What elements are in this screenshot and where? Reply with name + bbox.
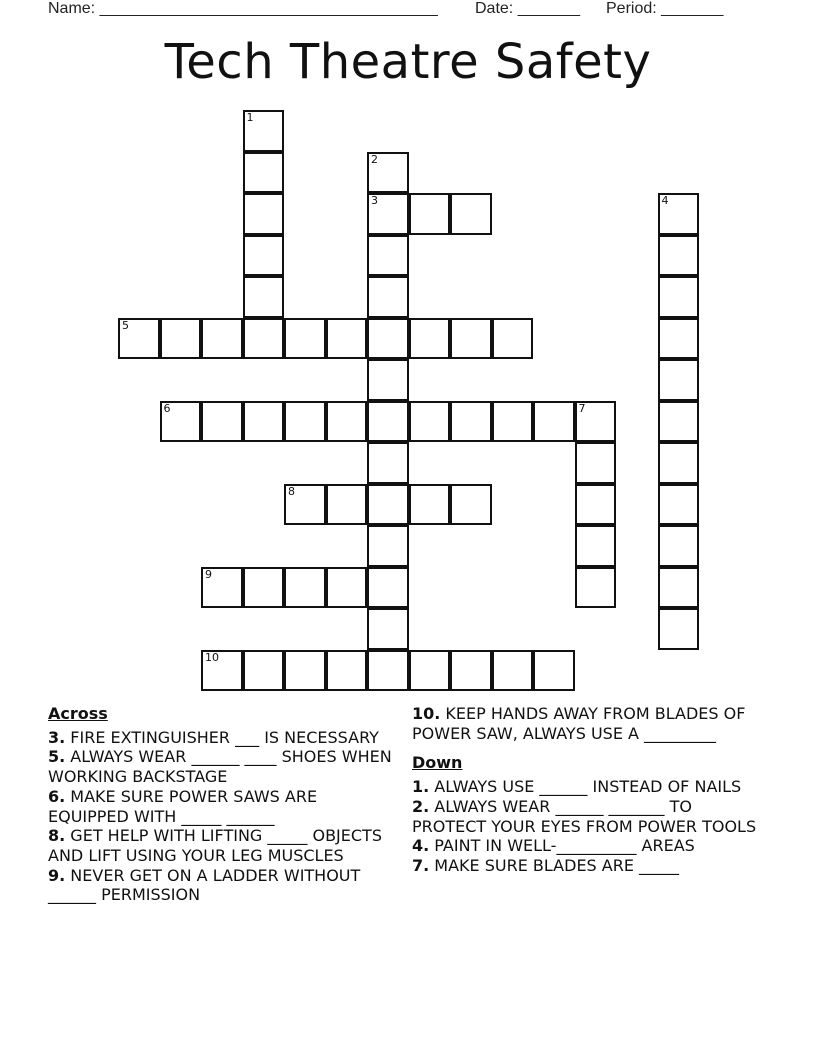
clue-number-label: 7.	[412, 855, 430, 875]
clue-number: 9	[205, 567, 212, 581]
grid-cell[interactable]	[409, 650, 451, 692]
date-field[interactable]: Date: _______	[475, 0, 580, 17]
across-clue	[48, 747, 398, 786]
grid-cell[interactable]	[243, 152, 285, 194]
grid-cell[interactable]	[492, 318, 534, 360]
grid-cell[interactable]	[575, 567, 617, 609]
grid-cell[interactable]	[367, 442, 409, 484]
across-clue	[412, 704, 757, 743]
grid-cell[interactable]	[658, 484, 700, 526]
grid-cell[interactable]	[658, 276, 700, 318]
down-clue	[412, 777, 757, 797]
across-clue	[48, 866, 398, 905]
down-clue	[412, 797, 757, 836]
grid-cell[interactable]	[367, 608, 409, 650]
grid-cell[interactable]	[284, 401, 326, 443]
grid-cell[interactable]	[367, 152, 409, 194]
clue-text: ALWAYS USE ______ INSTEAD OF NAILS	[429, 777, 742, 797]
grid-cell[interactable]	[201, 650, 243, 692]
clue-number: 5	[122, 318, 129, 332]
grid-cell[interactable]	[533, 401, 575, 443]
grid-cell[interactable]	[575, 401, 617, 443]
grid-cell[interactable]	[409, 401, 451, 443]
grid-cell[interactable]	[326, 650, 368, 692]
grid-cell[interactable]	[160, 318, 202, 360]
clue-number-label: 5.	[48, 747, 66, 767]
clue-number-label: 9.	[48, 865, 66, 885]
clue-number: 7	[578, 401, 586, 415]
clue-text: MAKE SURE BLADES ARE _____	[429, 855, 680, 875]
grid-cell[interactable]	[658, 235, 700, 277]
grid-cell[interactable]	[118, 318, 160, 360]
down-heading: Down	[412, 753, 463, 773]
grid-cell[interactable]	[658, 193, 700, 235]
grid-cell[interactable]	[658, 525, 700, 567]
clue-number: 1	[246, 111, 254, 124]
grid-cell[interactable]	[284, 650, 326, 692]
grid-cell[interactable]	[658, 567, 700, 609]
clue-number-label: 6.	[48, 786, 66, 806]
clue-text: GET HELP WITH LIFTING _____ OBJECTS AND LIFT USING YOUR LEG MUSCLES	[48, 826, 382, 865]
grid-cell[interactable]	[201, 318, 243, 360]
grid-cell[interactable]	[367, 484, 409, 526]
grid-cell[interactable]	[243, 110, 285, 152]
grid-cell[interactable]	[326, 567, 368, 609]
grid-cell[interactable]	[492, 650, 534, 692]
clue-number: 10	[205, 650, 219, 664]
across-clue	[48, 787, 398, 826]
grid-cell[interactable]	[658, 608, 700, 650]
grid-cell[interactable]	[409, 193, 451, 235]
grid-cell[interactable]	[243, 650, 285, 692]
clue-text: NEVER GET ON A LADDER WITHOUT ______ PERMISSION	[48, 865, 361, 905]
grid-cell[interactable]	[367, 318, 409, 360]
clue-number-label: 4.	[412, 836, 430, 856]
clue-text: FIRE EXTINGUISHER ___ IS NECESSARY	[65, 727, 379, 747]
clue-text: ALWAYS WEAR ______ ____ SHOES WHEN WORKING BACKSTAGE	[48, 747, 392, 787]
grid-cell[interactable]	[367, 567, 409, 609]
clues-column-right	[412, 704, 757, 876]
clue-number: 3	[371, 194, 378, 207]
clue-number: 4	[661, 194, 669, 207]
across-clue	[48, 826, 398, 865]
clue-number-label: 1.	[412, 777, 430, 797]
grid-cell[interactable]	[450, 193, 492, 235]
grid-cell[interactable]	[658, 442, 700, 484]
grid-cell[interactable]	[243, 318, 285, 360]
grid-cell[interactable]	[367, 193, 409, 235]
clue-number-label: 3.	[48, 727, 66, 747]
grid-cell[interactable]	[658, 359, 700, 401]
clue-number-label: 8.	[48, 826, 66, 846]
grid-cell[interactable]	[284, 484, 326, 526]
grid-cell[interactable]	[575, 442, 617, 484]
grid-cell[interactable]	[326, 484, 368, 526]
grid-cell[interactable]	[243, 235, 285, 277]
clue-text: MAKE SURE POWER SAWS ARE EQUIPPED WITH _____ ______	[48, 786, 318, 826]
grid-cell[interactable]	[243, 401, 285, 443]
grid-cell[interactable]	[367, 235, 409, 277]
grid-cell[interactable]	[409, 484, 451, 526]
grid-cell[interactable]	[450, 401, 492, 443]
grid-cell[interactable]	[160, 401, 202, 443]
grid-cell[interactable]	[575, 484, 617, 526]
clue-number: 8	[288, 484, 295, 498]
grid-cell[interactable]	[658, 401, 700, 443]
grid-cell[interactable]	[533, 650, 575, 692]
grid-cell[interactable]	[450, 650, 492, 692]
grid-cell[interactable]	[450, 318, 492, 360]
grid-cell[interactable]	[658, 318, 700, 360]
grid-cell[interactable]	[243, 276, 285, 318]
grid-cell[interactable]	[326, 318, 368, 360]
grid-cell[interactable]	[367, 276, 409, 318]
clue-text: ALWAYS WEAR ______ _______ TO PROTECT YOUR EYES FROM POWER TOOLS	[412, 796, 757, 836]
grid-cell[interactable]	[409, 318, 451, 360]
grid-cell[interactable]	[243, 193, 285, 235]
page-title: Tech Theatre Safety	[164, 34, 652, 90]
grid-cell[interactable]	[575, 525, 617, 567]
clue-text: PAINT IN WELL-__________ AREAS	[429, 836, 695, 856]
clue-text: KEEP HANDS AWAY FROM BLADES OF POWER SAW, ALWAYS USE A _________	[412, 704, 746, 743]
clues-column-left	[48, 704, 398, 905]
grid-cell[interactable]	[367, 525, 409, 567]
clue-number: 6	[163, 401, 171, 415]
across-clue	[48, 728, 398, 748]
grid-cell[interactable]	[201, 567, 243, 609]
grid-cell[interactable]	[326, 401, 368, 443]
down-clue	[412, 836, 757, 856]
grid-cell[interactable]	[201, 401, 243, 443]
grid-cell[interactable]	[367, 650, 409, 692]
name-field[interactable]: Name: ______________________________________	[48, 0, 438, 17]
clue-number: 2	[371, 152, 378, 166]
grid-cell[interactable]	[284, 567, 326, 609]
grid-cell[interactable]	[284, 318, 326, 360]
clue-number-label: 2.	[412, 796, 430, 816]
grid-cell[interactable]	[243, 567, 285, 609]
grid-cell[interactable]	[492, 401, 534, 443]
down-clue	[412, 856, 757, 876]
grid-cell[interactable]	[367, 401, 409, 443]
grid-cell[interactable]	[367, 359, 409, 401]
across-heading: Across	[48, 704, 108, 723]
period-field[interactable]: Period: _______	[606, 0, 724, 17]
grid-cell[interactable]	[450, 484, 492, 526]
clue-number-label: 10.	[412, 704, 441, 723]
